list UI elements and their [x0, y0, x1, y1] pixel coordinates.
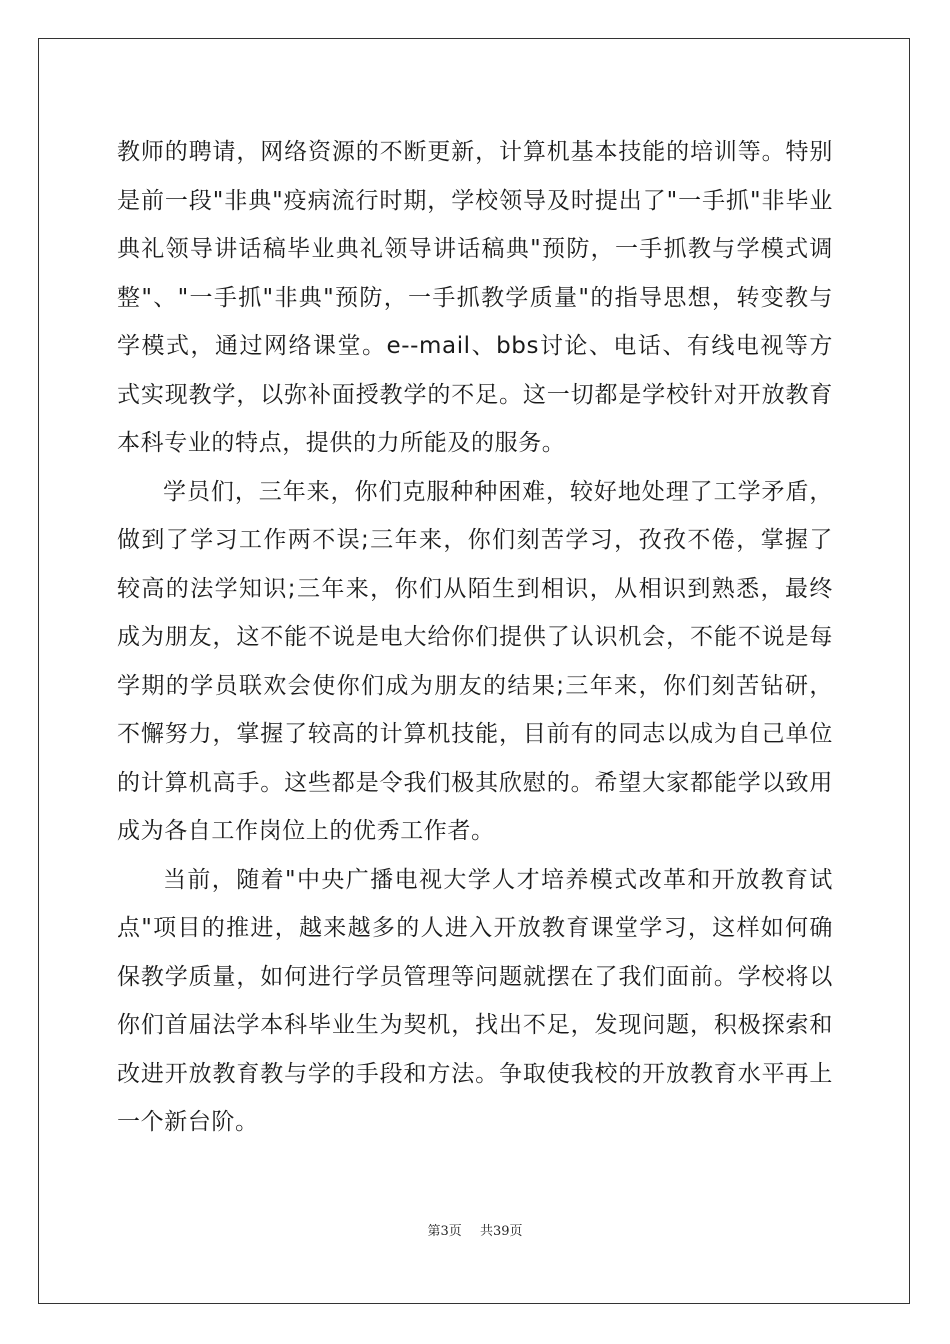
- document-body: [117, 128, 833, 1147]
- paragraph-2: 学员们，三年来，你们克服种种困难，较好地处理了工学矛盾，做到了学习工作两不误;三年来，你们刻苦学习，孜孜不倦，掌握了较高的法学知识;三年来，你们从陌生到相识，从相识到熟悉，最终成为朋友，这不能不说是电大给你们提供了认识机会，不能不说是每学期的学员联欢会使你们成为朋友的结果;三年来，你们刻苦钻研，不懈努力，掌握了较高的计算机技能，目前有的同志以成为自己单位的计算机高手。这些都是令我们极其欣慰的。希望大家都能学以致用成为各自工作岗位上的优秀工作者。: [117, 478, 833, 844]
- total-pages-label: 共39页: [479, 1224, 523, 1239]
- current-page-label: 第3页: [427, 1224, 462, 1239]
- paragraph-3: 当前，随着"中央广播电视大学人才培养模式改革和开放教育试点"项目的推进，越来越多的人进入开放教育课堂学习，这样如何确保教学质量，如何进行学员管理等问题就摆在了我们面前。学校将以你们首届法学本科毕业生为契机，找出不足，发现问题，积极探索和改进开放教育教与学的手段和方法。争取使我校的开放教育水平再上一个新台阶。: [117, 866, 833, 1135]
- page-footer: [0, 1220, 950, 1239]
- paragraph-1: 教师的聘请，网络资源的不断更新，计算机基本技能的培训等。特别是前一段"非典"疫病流行时期，学校领导及时提出了"一手抓"非毕业典礼领导讲话稿毕业典礼领导讲话稿典"预防，一手抓教与学模式调整"、"一手抓"非典"预防，一手抓教学质量"的指导思想，转变教与学模式，通过网络课堂。e--mail、bbs讨论、电话、有线电视等方式实现教学，以弥补面授教学的不足。这一切都是学校针对开放教育本科专业的特点，提供的力所能及的服务。: [117, 139, 833, 456]
